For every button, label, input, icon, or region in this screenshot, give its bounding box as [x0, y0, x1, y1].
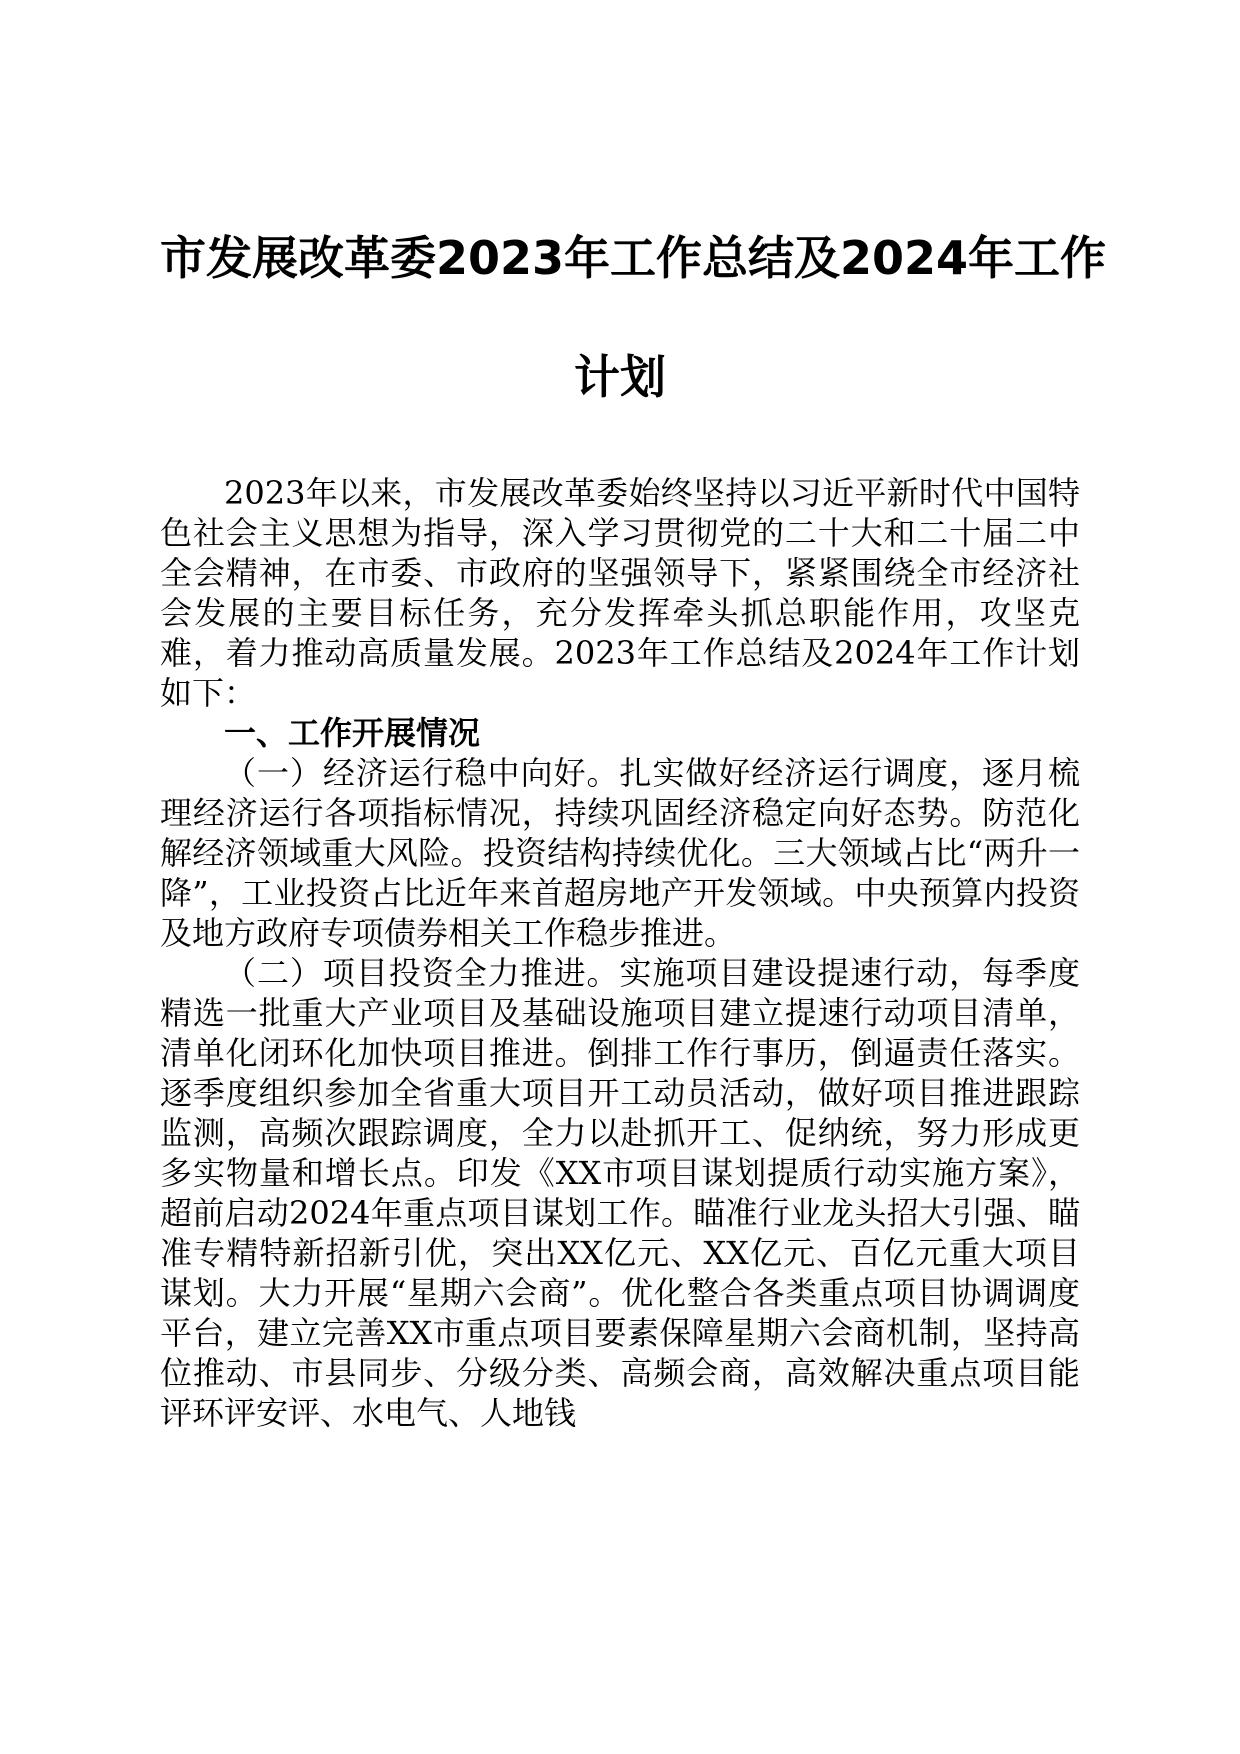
- item-2-text: 实施项目建设提速行动，每季度精选一批重大产业项目及基础设施项目建立提速行动项目清单，清单化闭环化加快项目推进。倒排工作行事历，倒逼责任落实。逐季度组织参加全省重大项目开工动员活动，做好项目推进跟踪监测，高频次跟踪调度，全力以赴抓开工、促纳统，努力形成更多实物量和增长点。印发《XX市项目谋划提质行动实施方案》，超前启动2024年重点项目谋划工作。瞄准行业龙头招大引强、瞄准专精特新招新引优，突出XX亿元、XX亿元、百亿元重大项目谋划。大力开展“星期六会商”。优化整合各类重点项目协调调度平台，建立完善XX市重点项目要素保障星期六会商机制，坚持高位推动、市县同步、分级分类、高频会商，高效解决重点项目能评环评安评、水电气、人地钱: [160, 954, 1080, 1432]
- document-title-line-1: 市发展改革委2023年工作总结及2024年工作: [160, 231, 1107, 285]
- intro-paragraph: 2023年以来，市发展改革委始终坚持以习近平新时代中国特色社会主义思想为指导，深入学习贯彻党的二十大和二十届二中全会精神，在市委、市政府的坚强领导下，紧紧围绕全市经济社会发展的主要目标任务，充分发挥牵头抓总职能作用，攻坚克难，着力推动高质量发展。2023年工作总结及2024年工作计划如下：: [160, 474, 1080, 712]
- item-1-lead: （一）经济运行稳中向好。: [224, 754, 620, 792]
- section-heading: 一、工作开展情况: [224, 714, 481, 752]
- document-title-line-2: 计划: [574, 350, 666, 404]
- document-body: [160, 473, 1080, 1433]
- item-1-paragraph: [160, 753, 1080, 953]
- item-1-text: 扎实做好经济运行调度，逐月梳理经济运行各项指标情况，持续巩固经济稳定向好态势。防范化解经济领域重大风险。投资结构持续优化。三大领域占比“两升一降”，工业投资占比近年来首超房地产开发领域。中央预算内投资及地方政府专项债券相关工作稳步推进。: [160, 754, 1080, 952]
- item-2-paragraph: [160, 953, 1080, 1433]
- item-2-lead: （二）项目投资全力推进。: [224, 954, 620, 992]
